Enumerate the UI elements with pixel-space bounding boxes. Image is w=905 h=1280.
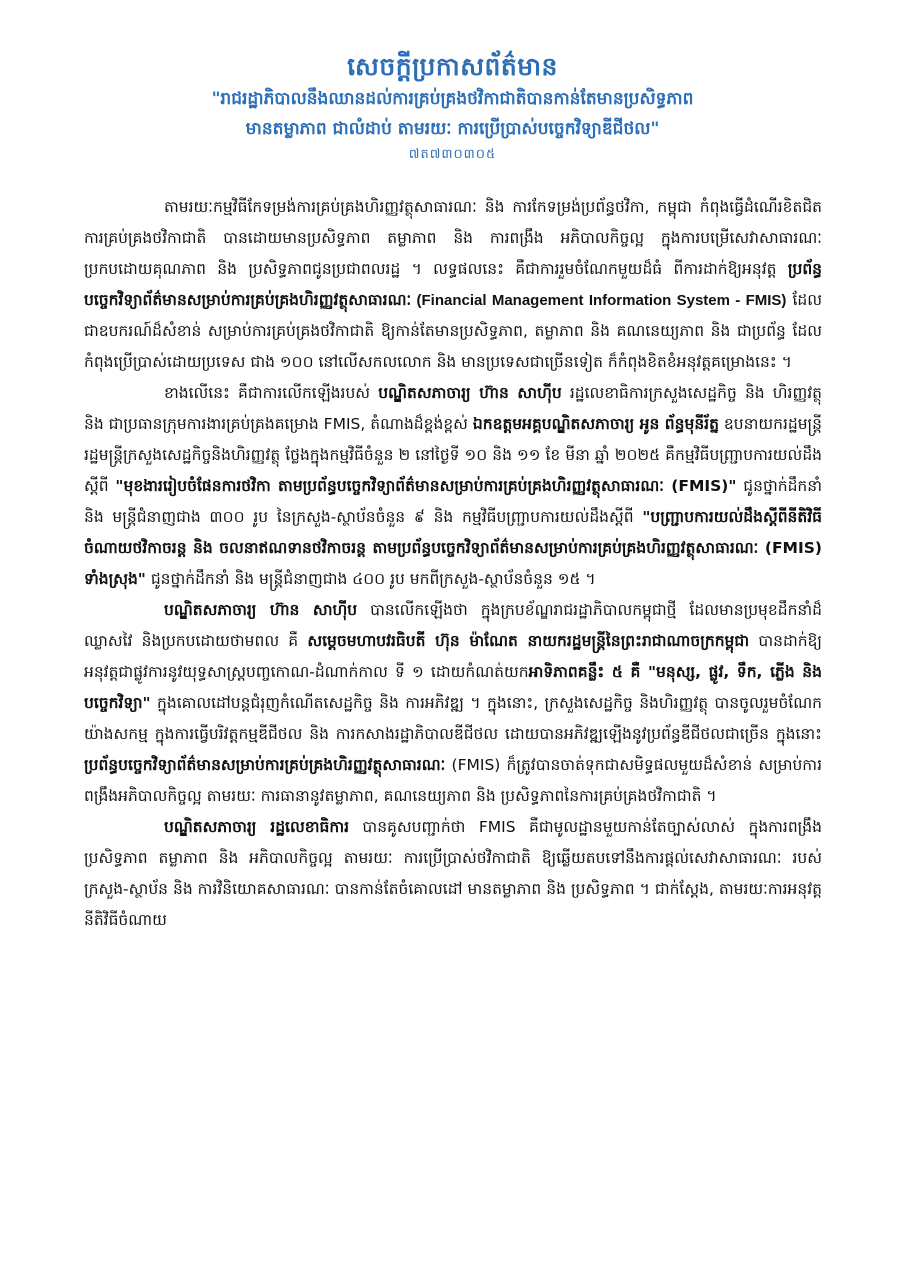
p3-text-1: បានលើកឡើងថា ក្នុងក្របខ័ណ្ឌរាជរដ្ឋាភិបាលកម្ពុជាថ្មី ដែលមានប្រមុខដឹកនាំដ៏ឈ្លាសវៃ និងប្រកបដោយថាមពល គឺ xyxy=(84,601,822,650)
p2-bold-minister: ឯកឧត្តមអគ្គបណ្ឌិតសភាចារ្យ អូន ព័ន្ធមុនីរ័ត្ន xyxy=(472,415,719,433)
p3-text-2: បានដាក់ឱ្យអនុវត្តជាផ្លូវការនូវយុទ្ធសាស្ត្របញ្ចកោណ-ដំណាក់កាល ទី ១ ដោយកំណត់យក xyxy=(84,632,823,681)
paragraph-1 xyxy=(84,192,822,378)
p3-bold-fmis-name: ប្រព័ន្ធបច្ចេកវិទ្យាព័ត៌មានសម្រាប់ការគ្រប់គ្រងហិរញ្ញវត្ថុសាធារណៈ xyxy=(84,756,446,774)
p2-text-1: ខាងលើនេះ គឺជាការលើកឡើងរបស់ xyxy=(164,384,379,402)
subtitle-line-1: "រាជរដ្ឋាភិបាលនឹងឈានដល់ការគ្រប់គ្រងថវិកាជាតិបានកាន់តែមានប្រសិទ្ធភាព xyxy=(211,89,694,109)
paragraph-2 xyxy=(84,378,822,595)
p3-bold-priorities: អាទិភាពគន្លឹះ ៥ គឺ "មនុស្ស, ផ្លូវ, ទឹក, ភ្លើង និង បច្ចេកវិទ្យា" xyxy=(84,663,822,712)
release-date: ៧ត៧៣០៣០៥ xyxy=(408,147,497,162)
p3-text-4: (FMIS) ក៏ត្រូវបានចាត់ទុកជាសមិទ្ធផលមួយដ៏សំខាន់ សម្រាប់ការពង្រឹងអភិបាលកិច្ចល្អ តាមរយៈ ការធានានូវតម្លាភាព, គណនេយ្យភាព និង ប្រសិទ្ធភាពនៃការគ្រប់គ្រងថវិកាជាតិ ។ xyxy=(84,756,822,805)
p3-text-3: ក្នុងគោលដៅបន្តជំរុញកំណើតសេដ្ឋកិច្ច និង ការអភិវឌ្ឍ ។ ក្នុងនោះ, ក្រសួងសេដ្ឋកិច្ច និងហិរញ្ញវត្ថុ បានចូលរួមចំណែកយ៉ាងសកម្ម ក្នុងការធ្វើបរិវត្តកម្មឌីជីថល និង ការកសាងរដ្ឋាភិបាលឌីជីថល ដោយបានអភិវឌ្ឍឡើងនូវប្រព័ន្ធឌីជីថលជាច្រើន ក្នុងនោះ xyxy=(84,694,822,743)
p2-text-4: ជូនថ្នាក់ដឹកនាំ និង មន្ត្រីជំនាញជាង ៣០០ រូប នៃក្រសួង-ស្ថាប័នចំនួន ៩ និង កម្មវិធីបញ្ជ្រាបការយល់ដឹងស្តីពី xyxy=(84,477,823,526)
page-title: សេចក្តីប្រកាសព័ត៌មាន xyxy=(347,52,558,81)
p1-text-2: ដែលជាឧបករណ៍ដ៏សំខាន់ សម្រាប់ការគ្រប់គ្រងថវិកាជាតិ ឱ្យកាន់តែមានប្រសិទ្ធភាព, តម្លាភាព និង គណនេយ្យភាព និង ជាប្រព័ន្ធ ដែលកំពុងប្រើប្រាស់ដោយប្រទេស ជាង ១០០ នៅលើសកលលោក និង មានប្រទេសជាច្រើនទៀត ក៏កំពុងខិតខំអនុវត្តគម្រោងនេះ ។ xyxy=(84,291,822,371)
p2-bold-program-1: "មុខងាររៀបចំផែនការថវិកា តាមប្រព័ន្ធបច្ចេកវិទ្យាព័ត៌មានសម្រាប់ការគ្រប់គ្រងហិរញ្ញវត្ថុសាធារណៈ (FMIS)" xyxy=(115,477,737,495)
paragraph-4 xyxy=(84,812,822,936)
p2-text-2: រដ្ឋលេខាធិការក្រសួងសេដ្ឋកិច្ច និង ហិរញ្ញវត្ថុ និង ជាប្រធានក្រុមការងារគ្រប់គ្រងគម្រោង FMIS, តំណាងដ៏ខ្ពង់ខ្ពស់ xyxy=(84,384,822,433)
press-release-body xyxy=(84,192,822,936)
p2-bold-speaker: បណ្ឌិតសភាចារ្យ ហ៊ាន សាហ៊ីប xyxy=(378,384,562,402)
p3-bold-prime-minister: សម្តេចមហាបវរធិបតី ហ៊ុន ម៉ាណែត នាយករដ្ឋមន្ត្រីនៃព្រះរាជាណាចក្រកម្ពុជា xyxy=(307,632,750,650)
paragraph-3 xyxy=(84,595,822,812)
subtitle-line-2: មានតម្លាភាព ជាលំដាប់ តាមរយៈ ការប្រើប្រាស់បច្ចេកវិទ្យាឌីជីថល" xyxy=(245,119,660,139)
p2-text-5: ជូនថ្នាក់ដឹកនាំ និង មន្ត្រីជំនាញជាង ៤០០ រូប មកពីក្រសួង-ស្ថាប័នចំនួន ១៥ ។ xyxy=(145,570,596,588)
p4-bold-speaker: បណ្ឌិតសភាចារ្យ រដ្ឋលេខាធិការ xyxy=(164,818,350,836)
p4-text-1: បានគូសបញ្ជាក់ថា FMIS គឺជាមូលដ្ឋានមួយកាន់តែច្បាស់លាស់ ក្នុងការពង្រឹងប្រសិទ្ធភាព តម្លាភាព និង អភិបាលកិច្ចល្អ តាមរយៈ ការប្រើប្រាស់ថវិកាជាតិ ឱ្យឆ្លើយតបទៅនឹងការផ្តល់សេវាសាធារណៈ របស់ក្រសួង-ស្ថាប័ន និង ការវិនិយោគសាធារណៈ បានកាន់តែចំគោលដៅ មានតម្លាភាព និង ប្រសិទ្ធភាព ។ ជាក់ស្តែង, តាមរយៈការអនុវត្តនីតិវិធីចំណាយ xyxy=(84,818,822,929)
p1-fmis-english: (Financial Management Information System - FMIS) xyxy=(411,292,787,309)
p3-bold-speaker: បណ្ឌិតសភាចារ្យ ហ៊ាន សាហ៊ីប xyxy=(164,601,358,619)
p1-bold-fmis-name: ប្រព័ន្ធបច្ចេកវិទ្យាព័ត៌មានសម្រាប់ការគ្រប់គ្រងហិរញ្ញវត្ថុសាធារណៈ xyxy=(84,260,822,309)
p2-bold-program-2: "បញ្ជ្រាបការយល់ដឹងស្តីពីនីតិវិធីចំណាយថវិកាចរន្ត និង ចលនាឥណទានថវិកាចរន្ត តាមប្រព័ន្ធបច្ចេកវិទ្យាព័ត៌មានសម្រាប់ការគ្រប់គ្រងហិរញ្ញវត្ថុសាធារណៈ (FMIS) ទាំងស្រុង" xyxy=(84,508,822,588)
press-release-header xyxy=(0,50,905,166)
p2-text-3: ឧបនាយករដ្ឋមន្ត្រី រដ្ឋមន្ត្រីក្រសួងសេដ្ឋកិច្ចនិងហិរញ្ញវត្ថុ ថ្លែងក្នុងកម្មវិធីចំនួន ២ នៅថ្ងៃទី ១០ និង ១១ ខែ មីនា ឆ្នាំ ២០២៥ គឺកម្មវិធីបញ្ជ្រាបការយល់ដឹងស្តីពី xyxy=(84,415,822,495)
p1-text-1: តាមរយៈកម្មវិធីកែទម្រង់ការគ្រប់គ្រងហិរញ្ញវត្ថុសាធារណៈ និង ការកែទម្រង់ប្រព័ន្ធថវិកា, កម្ពុជា កំពុងធ្វើដំណើរខិតជិតការគ្រប់គ្រងថវិកាជាតិ បានដោយមានប្រសិទ្ធភាព តម្លាភាព និង ការពង្រឹង អភិបាលកិច្ចល្អ ក្នុងការបម្រើសេវាសាធារណៈ ប្រកបដោយគុណភាព និង ប្រសិទ្ធភាពជូនប្រជាពលរដ្ឋ ។ លទ្ធផលនេះ គឺជាការរួមចំណែកមួយដ៏ធំ ពីការដាក់ឱ្យអនុវត្ត xyxy=(84,198,822,278)
